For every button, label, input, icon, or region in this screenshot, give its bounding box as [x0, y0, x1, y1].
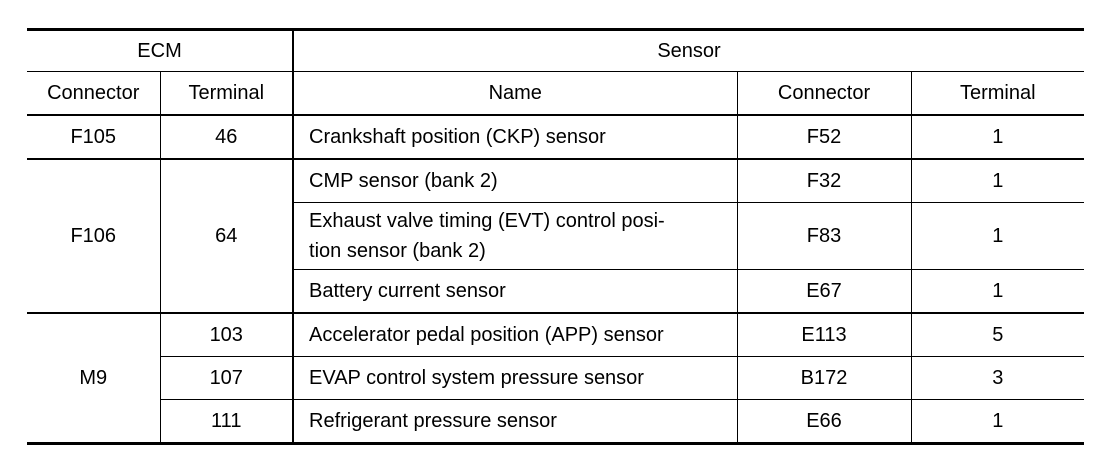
ecm-connector-cell: M9 — [27, 313, 160, 444]
sensor-terminal-cell: 1 — [911, 203, 1084, 270]
sensor-connector-cell: F52 — [737, 115, 911, 159]
sensor-connector-cell: B172 — [737, 357, 911, 400]
ecm-terminal-cell: 111 — [160, 400, 293, 444]
sensor-connector-cell: F32 — [737, 159, 911, 203]
sensor-name-cell: CMP sensor (bank 2) — [293, 159, 737, 203]
ecm-terminal-cell: 107 — [160, 357, 293, 400]
header-ecm-connector: Connector — [27, 72, 160, 116]
table-row — [27, 400, 1084, 444]
sensor-terminal-cell: 1 — [911, 159, 1084, 203]
table-row — [27, 159, 1084, 203]
table-row — [27, 115, 1084, 159]
header-sensor-name: Name — [293, 72, 737, 116]
sensor-connector-cell: E66 — [737, 400, 911, 444]
table-row — [27, 313, 1084, 357]
header-ecm-terminal: Terminal — [160, 72, 293, 116]
sensor-name-cell: Accelerator pedal position (APP) sensor — [293, 313, 737, 357]
table-row — [27, 357, 1084, 400]
sensor-terminal-cell: 5 — [911, 313, 1084, 357]
header-sensor-terminal: Terminal — [911, 72, 1084, 116]
sensor-name-line: Exhaust valve timing (EVT) control posi- — [309, 210, 665, 232]
header-ecm: ECM — [27, 30, 293, 72]
sensor-name-cell: Battery current sensor — [293, 270, 737, 314]
header-sensor: Sensor — [293, 30, 1084, 72]
sensor-terminal-cell: 1 — [911, 400, 1084, 444]
connector-terminal-table — [27, 28, 1084, 445]
header-sensor-connector: Connector — [737, 72, 911, 116]
sensor-name-line: tion sensor (bank 2) — [309, 240, 486, 262]
ecm-connector-cell: F105 — [27, 115, 160, 159]
header-row-groups — [27, 30, 1084, 72]
sensor-terminal-cell: 3 — [911, 357, 1084, 400]
sensor-terminal-cell: 1 — [911, 115, 1084, 159]
sensor-name-cell: Crankshaft position (CKP) sensor — [293, 115, 737, 159]
ecm-terminal-cell: 64 — [160, 159, 293, 313]
ecm-terminal-cell: 103 — [160, 313, 293, 357]
sensor-name-cell — [293, 203, 737, 270]
sensor-name-cell: Refrigerant pressure sensor — [293, 400, 737, 444]
ecm-terminal-cell: 46 — [160, 115, 293, 159]
sensor-terminal-cell: 1 — [911, 270, 1084, 314]
ecm-connector-cell: F106 — [27, 159, 160, 313]
sensor-connector-cell: E67 — [737, 270, 911, 314]
header-row-columns — [27, 72, 1084, 116]
sensor-connector-cell: F83 — [737, 203, 911, 270]
sensor-name-cell: EVAP control system pressure sensor — [293, 357, 737, 400]
sensor-connector-cell: E113 — [737, 313, 911, 357]
